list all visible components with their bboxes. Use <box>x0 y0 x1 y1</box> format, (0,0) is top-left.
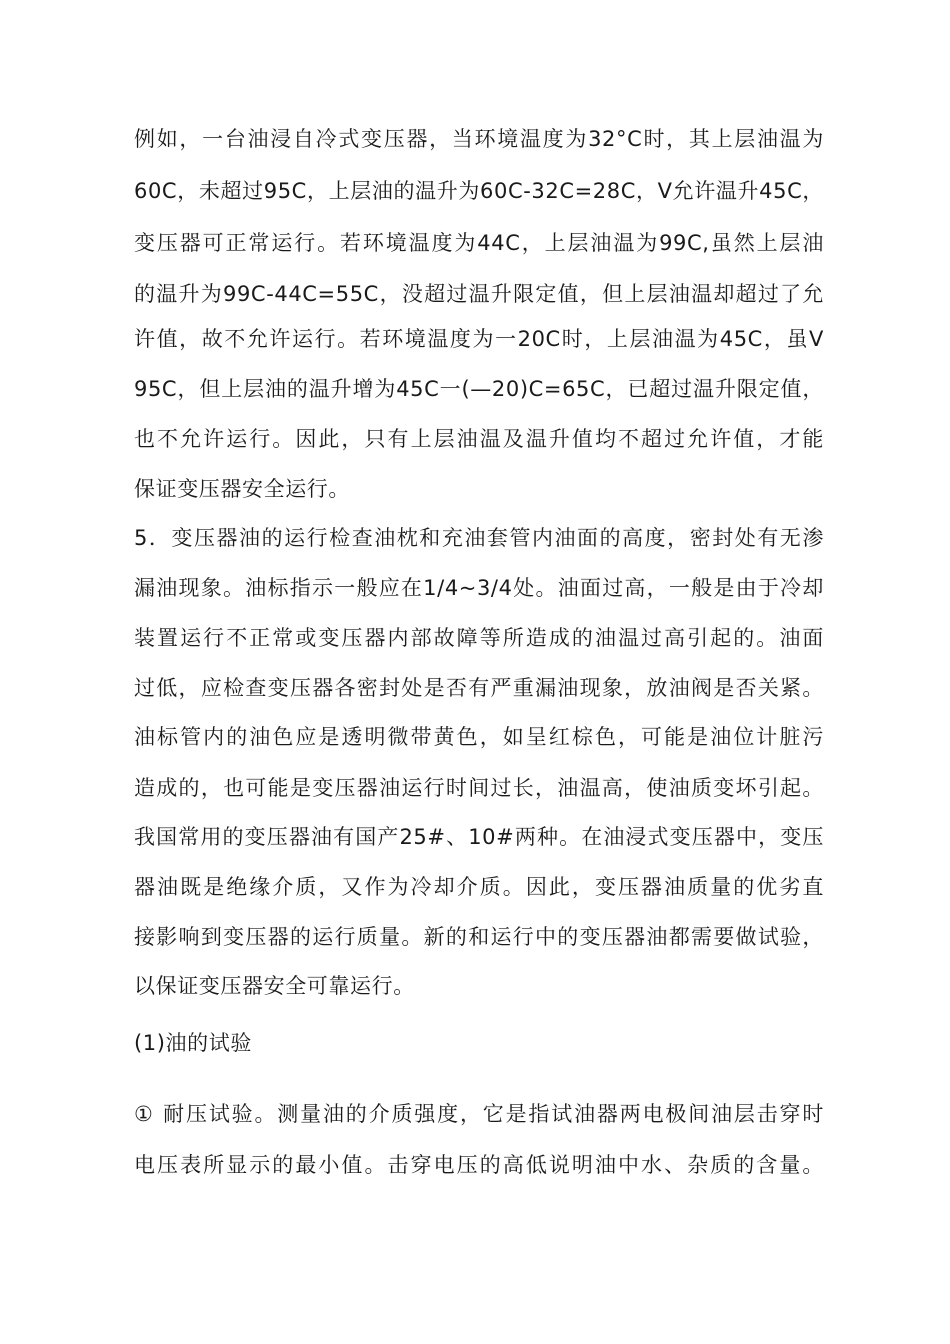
text-line: 漏油现象。油标指示一般应在1/4~3/4处。油面过高，一般是由于冷却 <box>134 576 824 600</box>
text-line: 的温升为99C-44C=55C，没超过温升限定值，但上层油温却超过了允 <box>134 282 824 306</box>
text-line: 变压器可正常运行。若环境温度为44C，上层油温为99C,虽然上层油 <box>134 231 824 255</box>
text-line: 以保证变压器安全可靠运行。 <box>134 974 415 998</box>
text-line: 接影响到变压器的运行质量。新的和运行中的变压器油都需要做试验， <box>134 925 824 949</box>
subheading-oil-test: (1)油的试验 <box>134 1031 252 1055</box>
text-line: 油标管内的油色应是透明微带黄色，如呈红棕色，可能是油位计脏污 <box>134 725 824 749</box>
text-line: 过低，应检查变压器各密封处是否有严重漏油现象，放油阀是否关紧。 <box>134 676 824 700</box>
text-line: 装置运行不正常或变压器内部故障等所造成的油温过高引起的。油面 <box>134 626 824 650</box>
text-line: 许值，故不允许运行。若环境温度为一20C时，上层油温为45C，虽V <box>134 327 824 351</box>
text-line: 95C，但上层油的温升增为45C一(—20)C=65C，已超过温升限定值， <box>134 377 824 401</box>
text-line: 60C，未超过95C，上层油的温升为60C-32C=28C，V允许温升45C， <box>134 179 824 203</box>
text-line: 造成的，也可能是变压器油运行时间过长，油温高，使油质变坏引起。 <box>134 776 824 800</box>
text-line: 例如，一台油浸自冷式变压器，当环境温度为32°C时，其上层油温为 <box>134 127 824 151</box>
text-line: 5．变压器油的运行检查油枕和充油套管内油面的高度，密封处有无渗 <box>134 526 824 550</box>
text-line: 保证变压器安全运行。 <box>134 477 350 501</box>
text-line: ① 耐压试验。测量油的介质强度，它是指试油器两电极间油层击穿时 <box>134 1102 824 1126</box>
text-line: 也不允许运行。因此，只有上层油温及温升值均不超过允许值，才能 <box>134 427 824 451</box>
text-line: 器油既是绝缘介质，又作为冷却介质。因此，变压器油质量的优劣直 <box>134 875 824 899</box>
text-line: 电压表所显示的最小值。击穿电压的高低说明油中水、杂质的含量。 <box>134 1153 824 1177</box>
text-line: 我国常用的变压器油有国产25#、10#两种。在油浸式变压器中，变压 <box>134 825 824 849</box>
